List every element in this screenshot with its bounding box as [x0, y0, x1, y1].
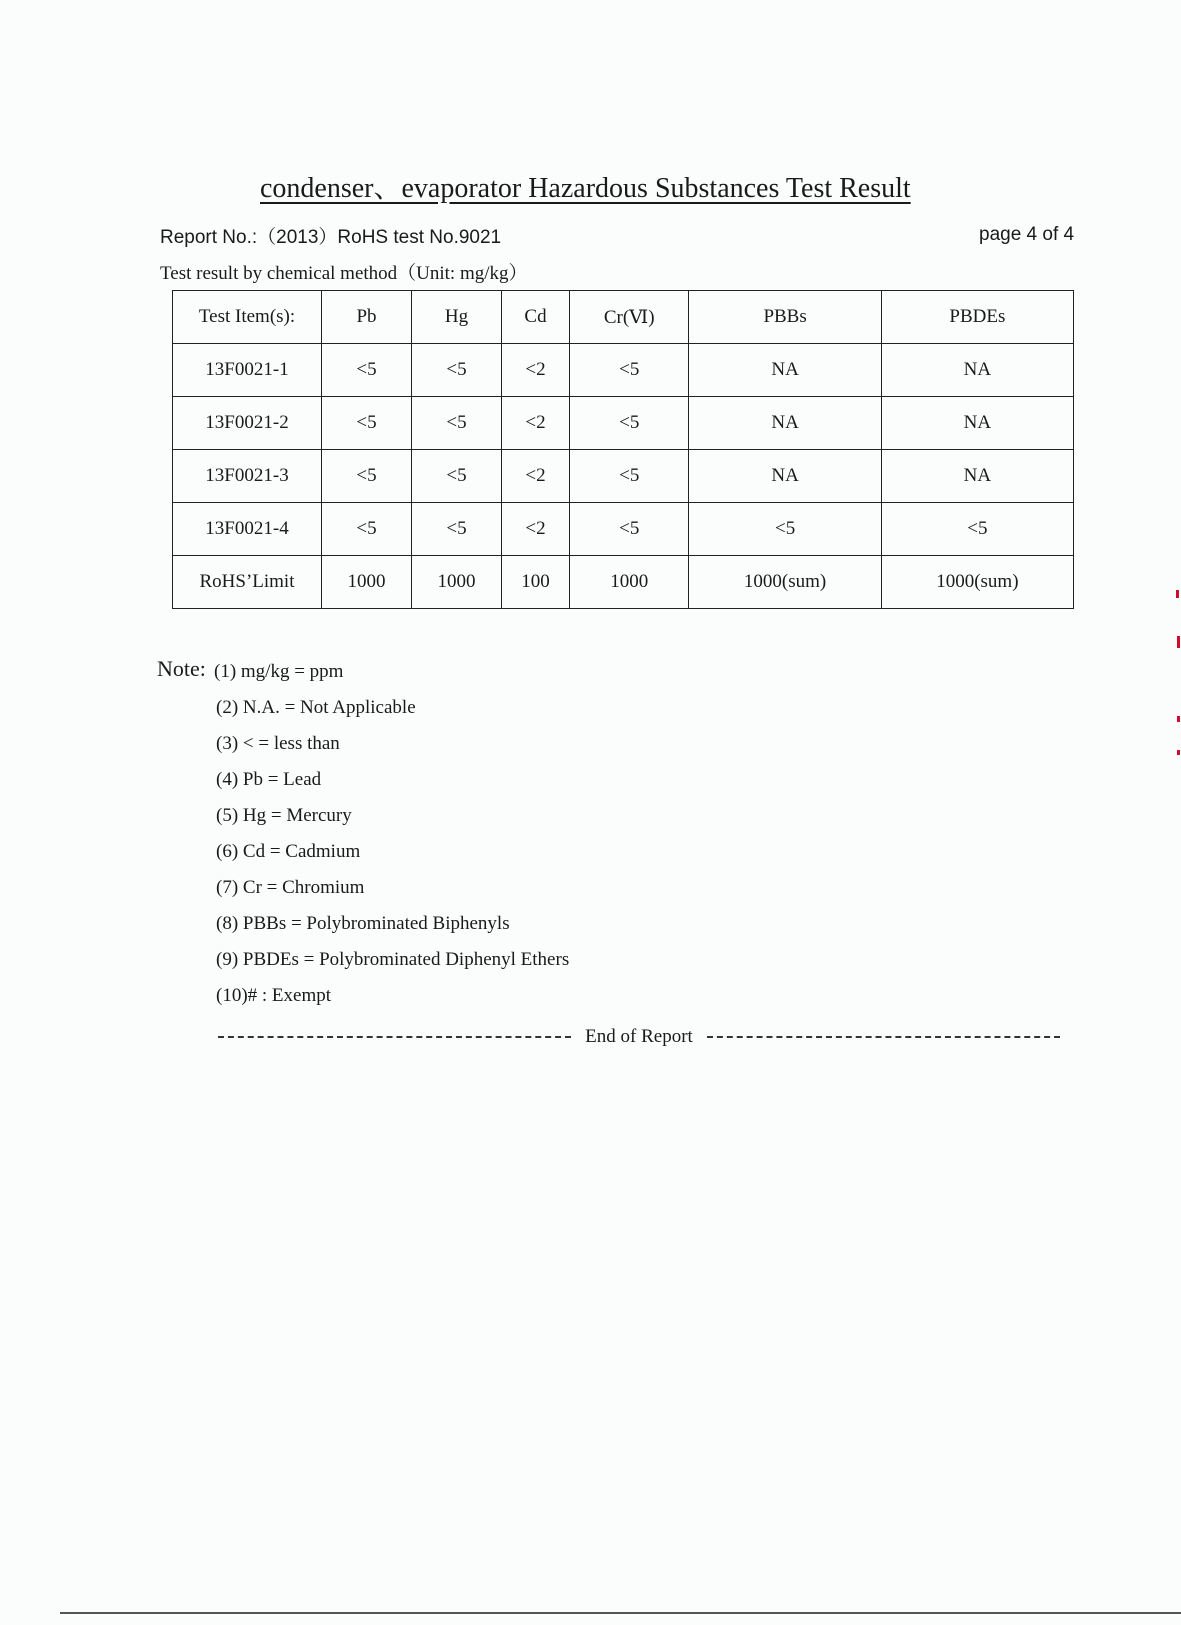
- cell-cd: <2: [501, 503, 569, 556]
- cell-hg: <5: [411, 397, 501, 450]
- cell-hg: <5: [411, 344, 501, 397]
- end-of-report-label: End of Report: [585, 1026, 693, 1047]
- table-row: [173, 344, 1074, 397]
- cell-pbdes: <5: [881, 503, 1073, 556]
- page-number: page 4 of 4: [979, 224, 1075, 245]
- cell-pb: <5: [322, 503, 412, 556]
- cell-pbbs: NA: [689, 397, 881, 450]
- cell-cd: <2: [501, 344, 569, 397]
- cell-pbbs: NA: [689, 344, 881, 397]
- table-row: [173, 503, 1074, 556]
- note-item-1: (1) mg/kg = ppm: [214, 661, 344, 682]
- cell-pbbs: NA: [689, 450, 881, 503]
- header-test-item: Test Item(s):: [173, 291, 322, 344]
- cell-cr: <5: [570, 397, 689, 450]
- cell-pb: <5: [322, 344, 412, 397]
- note-item-2: (2) N.A. = Not Applicable: [216, 697, 416, 718]
- cell-hg: 1000: [411, 556, 501, 609]
- document-title: condenser、evaporator Hazardous Substances Test Result: [260, 173, 911, 204]
- cell-item: 13F0021-1: [173, 344, 322, 397]
- cell-item: RoHS’Limit: [173, 556, 322, 609]
- note-item-7: (7) Cr = Chromium: [216, 877, 365, 898]
- table-row: [173, 397, 1074, 450]
- cell-item: 13F0021-2: [173, 397, 322, 450]
- header-cd: Cd: [501, 291, 569, 344]
- cell-item: 13F0021-3: [173, 450, 322, 503]
- edge-mark: [1176, 590, 1179, 598]
- cell-cd: 100: [501, 556, 569, 609]
- cell-item: 13F0021-4: [173, 503, 322, 556]
- notes-label: Note:: [157, 656, 206, 681]
- test-method: Test result by chemical method（Unit: mg/kg）: [160, 263, 528, 284]
- header-cr: Cr(Ⅵ): [570, 291, 689, 344]
- cell-pb: 1000: [322, 556, 412, 609]
- page-bottom-rule: [60, 1612, 1181, 1614]
- cell-pbbs: 1000(sum): [689, 556, 881, 609]
- note-item-8: (8) PBBs = Polybrominated Biphenyls: [216, 913, 510, 934]
- table-row: [173, 450, 1074, 503]
- note-item-10: (10)# : Exempt: [216, 985, 332, 1006]
- cell-pbdes: NA: [881, 450, 1073, 503]
- note-item-6: (6) Cd = Cadmium: [216, 841, 361, 862]
- note-item-4: (4) Pb = Lead: [216, 769, 322, 790]
- results-table: [172, 290, 1074, 609]
- cell-cr: 1000: [570, 556, 689, 609]
- edge-mark: [1177, 716, 1180, 722]
- cell-cd: <2: [501, 397, 569, 450]
- header-pbbs: PBBs: [689, 291, 881, 344]
- table-header-row: [173, 291, 1074, 344]
- cell-hg: <5: [411, 450, 501, 503]
- cell-pb: <5: [322, 397, 412, 450]
- header-pbdes: PBDEs: [881, 291, 1073, 344]
- cell-pbdes: NA: [881, 397, 1073, 450]
- dashed-rule-left: [218, 1036, 571, 1038]
- note-item-5: (5) Hg = Mercury: [216, 805, 352, 826]
- notes-heading: [157, 656, 206, 682]
- header-hg: Hg: [411, 291, 501, 344]
- end-of-report: [218, 1026, 1060, 1048]
- cell-cr: <5: [570, 503, 689, 556]
- cell-hg: <5: [411, 503, 501, 556]
- note-item-3: (3) < = less than: [216, 733, 340, 754]
- edge-mark: [1177, 636, 1180, 648]
- cell-cr: <5: [570, 450, 689, 503]
- header-pb: Pb: [322, 291, 412, 344]
- report-number: Report No.:（2013）RoHS test No.9021: [160, 227, 502, 248]
- cell-pbdes: 1000(sum): [881, 556, 1073, 609]
- table-row-limit: [173, 556, 1074, 609]
- note-item-9: (9) PBDEs = Polybrominated Diphenyl Ethers: [216, 949, 570, 970]
- dashed-rule-right: [707, 1036, 1060, 1038]
- edge-mark: [1177, 750, 1180, 755]
- cell-pb: <5: [322, 450, 412, 503]
- cell-pbdes: NA: [881, 344, 1073, 397]
- cell-cd: <2: [501, 450, 569, 503]
- cell-cr: <5: [570, 344, 689, 397]
- cell-pbbs: <5: [689, 503, 881, 556]
